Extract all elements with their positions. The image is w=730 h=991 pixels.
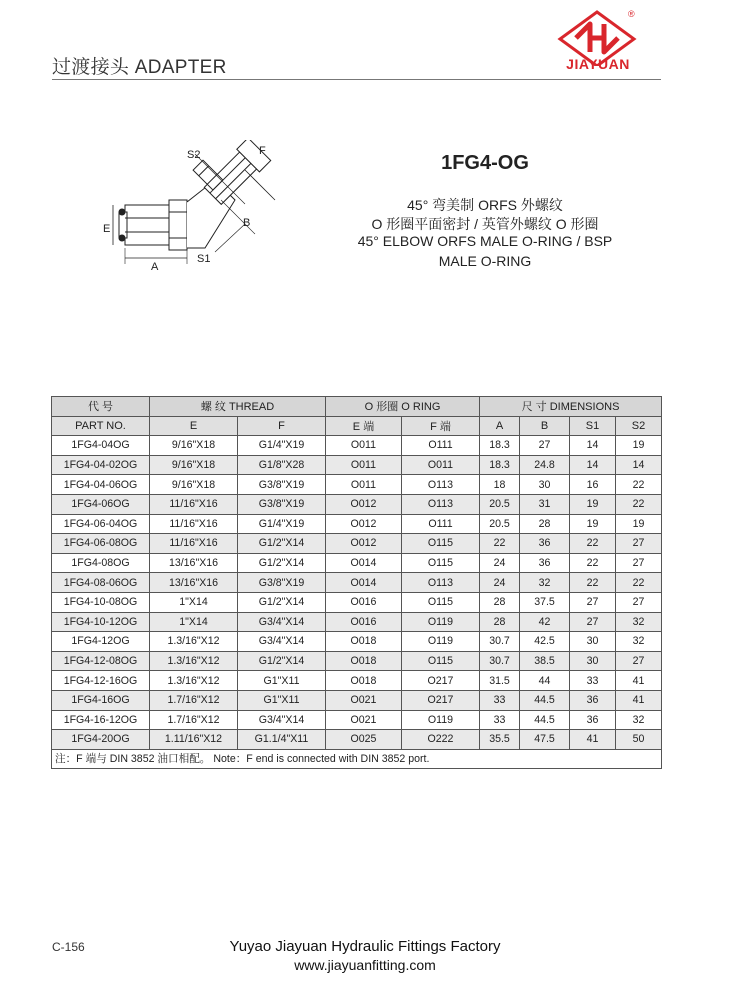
table-cell: O119 (402, 632, 480, 652)
label-s2: S2 (187, 149, 201, 161)
desc-line-2: O 形圈平面密封 / 英管外螺纹 O 形圈 (371, 216, 599, 232)
table-row (52, 475, 662, 495)
table-cell: 9/16"X18 (150, 455, 238, 475)
table-cell: O016 (326, 612, 402, 632)
table-cell: G1/4"X19 (238, 436, 326, 456)
table-cell: 36 (520, 553, 570, 573)
table-cell: O018 (326, 632, 402, 652)
label-a: A (151, 261, 159, 273)
table-cell: O115 (402, 651, 480, 671)
table-cell: 19 (570, 494, 616, 514)
table-cell: 30.7 (480, 632, 520, 652)
table-row (52, 534, 662, 554)
table-cell: O115 (402, 534, 480, 554)
table-cell: 1FG4-06-08OG (52, 534, 150, 554)
spec-table (51, 396, 662, 769)
table-cell: O113 (402, 573, 480, 593)
header-oring: O 形圈 O RING (326, 397, 480, 417)
table-cell: 1FG4-12-16OG (52, 671, 150, 691)
table-cell: O021 (326, 690, 402, 710)
table-cell: G3/4"X14 (238, 710, 326, 730)
table-cell: G3/8"X19 (238, 494, 326, 514)
table-cell: 42.5 (520, 632, 570, 652)
table-cell: 30 (570, 651, 616, 671)
table-cell: 42 (520, 612, 570, 632)
table-row (52, 455, 662, 475)
table-cell: 41 (570, 730, 616, 750)
table-cell: 36 (570, 710, 616, 730)
table-cell: G1/2"X14 (238, 534, 326, 554)
table-cell: G1"X11 (238, 671, 326, 691)
table-cell: 27 (570, 592, 616, 612)
table-cell: O012 (326, 494, 402, 514)
table-note-row (52, 749, 662, 769)
table-cell: G3/4"X14 (238, 632, 326, 652)
table-cell: 1FG4-04-02OG (52, 455, 150, 475)
table-cell: 22 (616, 573, 662, 593)
table-cell: 30 (570, 632, 616, 652)
table-cell: 28 (480, 612, 520, 632)
table-cell: 11/16"X16 (150, 534, 238, 554)
table-cell: 27 (520, 436, 570, 456)
table-cell: 27 (570, 612, 616, 632)
table-cell: 1.3/16"X12 (150, 651, 238, 671)
table-cell: 41 (616, 690, 662, 710)
table-cell: O011 (402, 455, 480, 475)
table-cell: O011 (326, 436, 402, 456)
table-cell: O018 (326, 651, 402, 671)
table-cell: 33 (570, 671, 616, 691)
table-cell: O021 (326, 710, 402, 730)
table-row (52, 592, 662, 612)
table-cell: 1FG4-10-08OG (52, 592, 150, 612)
table-cell: 1FG4-08OG (52, 553, 150, 573)
table-cell: 13/16"X16 (150, 553, 238, 573)
table-row (52, 710, 662, 730)
table-cell: 1"X14 (150, 592, 238, 612)
table-cell: O119 (402, 612, 480, 632)
table-cell: 32 (616, 612, 662, 632)
desc-line-3: 45° ELBOW ORFS MALE O-RING / BSP (357, 233, 613, 249)
table-cell: 36 (520, 534, 570, 554)
table-cell: 19 (616, 436, 662, 456)
table-cell: 24.8 (520, 455, 570, 475)
table-cell: O222 (402, 730, 480, 750)
table-row (52, 612, 662, 632)
table-cell: 1.3/16"X12 (150, 671, 238, 691)
table-row (52, 651, 662, 671)
table-cell: 44.5 (520, 690, 570, 710)
table-cell: G1/2"X14 (238, 592, 326, 612)
table-row (52, 671, 662, 691)
table-cell: 14 (570, 455, 616, 475)
table-cell: O115 (402, 592, 480, 612)
page-title: 过渡接头 ADAPTER (52, 57, 227, 78)
table-cell: O011 (326, 455, 402, 475)
header-thread: 螺 纹 THREAD (150, 397, 326, 417)
table-cell: O018 (326, 671, 402, 691)
table-cell: 50 (616, 730, 662, 750)
table-row (52, 436, 662, 456)
table-cell: 11/16"X16 (150, 494, 238, 514)
subheader-part-no: PART NO. (52, 416, 150, 436)
table-cell: 11/16"X16 (150, 514, 238, 534)
table-cell: 22 (570, 553, 616, 573)
fitting-drawing (95, 140, 295, 280)
table-cell: 1FG4-06-04OG (52, 514, 150, 534)
table-row (52, 553, 662, 573)
product-code: 1FG4-OG (441, 152, 529, 174)
sub-header-row (52, 416, 662, 436)
table-cell: O014 (326, 553, 402, 573)
table-cell: 1.3/16"X12 (150, 632, 238, 652)
table-cell: 30.7 (480, 651, 520, 671)
table-cell: 20.5 (480, 494, 520, 514)
page-number: C-156 (52, 940, 85, 954)
table-cell: 24 (480, 573, 520, 593)
table-cell: G1/2"X14 (238, 651, 326, 671)
table-cell: 1.7/16"X12 (150, 710, 238, 730)
brand-name: JIAYUAN (566, 56, 630, 72)
label-e: E (103, 223, 111, 235)
table-cell: 1FG4-12OG (52, 632, 150, 652)
label-s1: S1 (197, 253, 211, 265)
table-cell: 27 (616, 534, 662, 554)
group-header-row (52, 397, 662, 417)
table-cell: 35.5 (480, 730, 520, 750)
table-cell: 38.5 (520, 651, 570, 671)
table-cell: O025 (326, 730, 402, 750)
desc-line-4: MALE O-RING (438, 253, 532, 269)
table-cell: O113 (402, 494, 480, 514)
table-cell: 44.5 (520, 710, 570, 730)
desc-line-1: 45° 弯美制 ORFS 外螺纹 (407, 197, 563, 213)
subheader-b: B (520, 416, 570, 436)
table-cell: O119 (402, 710, 480, 730)
registered-mark: ® (628, 9, 635, 19)
subheader-s2: S2 (616, 416, 662, 436)
header-dimensions: 尺 寸 DIMENSIONS (480, 397, 662, 417)
table-cell: O217 (402, 671, 480, 691)
table-cell: 1.11/16"X12 (150, 730, 238, 750)
table-cell: 1FG4-12-08OG (52, 651, 150, 671)
table-cell: 19 (616, 514, 662, 534)
table-cell: 27 (616, 651, 662, 671)
table-row (52, 573, 662, 593)
table-cell: O113 (402, 475, 480, 495)
table-cell: 9/16"X18 (150, 436, 238, 456)
table-cell: 31.5 (480, 671, 520, 691)
website: www.jiayuanfitting.com (294, 957, 436, 973)
label-b: B (243, 217, 251, 229)
table-cell: 14 (616, 455, 662, 475)
table-cell: 44 (520, 671, 570, 691)
table-cell: 16 (570, 475, 616, 495)
table-cell: 33 (480, 690, 520, 710)
table-cell: 32 (616, 632, 662, 652)
subheader-e: E (150, 416, 238, 436)
table-cell: 1FG4-10-12OG (52, 612, 150, 632)
table-cell: 9/16"X18 (150, 475, 238, 495)
subheader-e-end: E 端 (326, 416, 402, 436)
table-cell: O012 (326, 534, 402, 554)
table-cell: 19 (570, 514, 616, 534)
table-cell: 1FG4-20OG (52, 730, 150, 750)
table-cell: 22 (616, 494, 662, 514)
table-cell: 18.3 (480, 455, 520, 475)
table-row (52, 632, 662, 652)
subheader-f: F (238, 416, 326, 436)
factory-name: Yuyao Jiayuan Hydraulic Fittings Factory (229, 938, 501, 955)
table-cell: 1FG4-16OG (52, 690, 150, 710)
table-cell: G3/8"X19 (238, 475, 326, 495)
table-cell: 1.7/16"X12 (150, 690, 238, 710)
table-cell: 1FG4-04OG (52, 436, 150, 456)
table-cell: 30 (520, 475, 570, 495)
table-cell: O011 (326, 475, 402, 495)
table-cell: 13/16"X16 (150, 573, 238, 593)
table-cell: G1/2"X14 (238, 553, 326, 573)
table-cell: 1FG4-08-06OG (52, 573, 150, 593)
table-cell: O014 (326, 573, 402, 593)
table-cell: G3/4"X14 (238, 612, 326, 632)
label-f: F (259, 145, 266, 157)
table-cell: 37.5 (520, 592, 570, 612)
table-cell: O016 (326, 592, 402, 612)
table-cell: 14 (570, 436, 616, 456)
table-cell: O012 (326, 514, 402, 534)
table-row (52, 730, 662, 750)
table-note: 注：F 端与 DIN 3852 油口相配。 Note：F end is connected with DIN 3852 port. (52, 749, 662, 769)
table-cell: 31 (520, 494, 570, 514)
table-cell: 36 (570, 690, 616, 710)
table-cell: 22 (570, 573, 616, 593)
table-cell: 33 (480, 710, 520, 730)
table-cell: 1FG4-04-06OG (52, 475, 150, 495)
header-rule (52, 79, 661, 80)
table-cell: 24 (480, 553, 520, 573)
table-cell: G3/8"X19 (238, 573, 326, 593)
table-cell: O111 (402, 436, 480, 456)
table-cell: 32 (520, 573, 570, 593)
header-part: 代 号 (52, 397, 150, 417)
table-cell: O217 (402, 690, 480, 710)
table-cell: G1/4"X19 (238, 514, 326, 534)
table-cell: 22 (480, 534, 520, 554)
table-cell: 32 (616, 710, 662, 730)
table-cell: O111 (402, 514, 480, 534)
table-cell: 22 (616, 475, 662, 495)
table-cell: 18.3 (480, 436, 520, 456)
table-cell: 1FG4-16-12OG (52, 710, 150, 730)
table-cell: 22 (570, 534, 616, 554)
table-cell: 1"X14 (150, 612, 238, 632)
table-cell: 41 (616, 671, 662, 691)
table-cell: 27 (616, 592, 662, 612)
table-cell: G1/8"X28 (238, 455, 326, 475)
table-cell: 28 (520, 514, 570, 534)
table-cell: 28 (480, 592, 520, 612)
table-cell: 1FG4-06OG (52, 494, 150, 514)
table-row (52, 690, 662, 710)
subheader-a: A (480, 416, 520, 436)
table-cell: 18 (480, 475, 520, 495)
table-row (52, 494, 662, 514)
table-cell: G1.1/4"X11 (238, 730, 326, 750)
table-cell: 27 (616, 553, 662, 573)
subheader-f-end: F 端 (402, 416, 480, 436)
table-cell: O115 (402, 553, 480, 573)
subheader-s1: S1 (570, 416, 616, 436)
table-row (52, 514, 662, 534)
table-cell: G1"X11 (238, 690, 326, 710)
table-cell: 20.5 (480, 514, 520, 534)
table-cell: 47.5 (520, 730, 570, 750)
